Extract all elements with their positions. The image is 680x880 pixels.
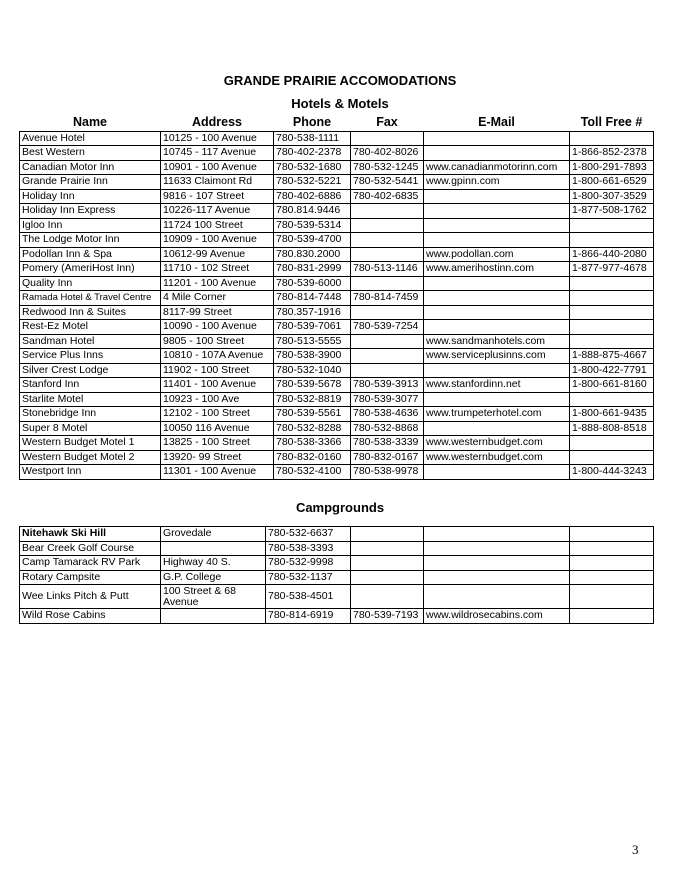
cell-fax: 780-532-8868: [351, 421, 424, 436]
cell-toll-free: 1-888-808-8518: [570, 421, 654, 436]
cell-name: Camp Tamarack RV Park: [20, 556, 161, 571]
cell-address: 10909 - 100 Avenue: [161, 233, 274, 248]
cell-address: 13920- 99 Street: [161, 450, 274, 465]
cell-toll-free: [570, 541, 654, 556]
cell-phone: 780-538-1111: [274, 131, 351, 146]
cell-email[interactable]: www.canadianmotorinn.com: [424, 160, 570, 175]
cell-phone: 780-539-4700: [274, 233, 351, 248]
header-row: [20, 116, 654, 131]
cell-fax: 780-513-1146: [351, 262, 424, 277]
cell-email: [424, 556, 570, 571]
table-row: [20, 247, 654, 262]
cell-email[interactable]: www.serviceplusinns.com: [424, 349, 570, 364]
cell-phone: 780-814-7448: [274, 291, 351, 306]
cell-phone: 780-538-4501: [266, 585, 351, 609]
cell-phone: 780-538-3393: [266, 541, 351, 556]
cell-address: 10125 - 100 Avenue: [161, 131, 274, 146]
cell-address: 10810 - 107A Avenue: [161, 349, 274, 364]
cell-phone: 780-539-5678: [274, 378, 351, 393]
table-row: [20, 570, 654, 585]
cell-name: Best Western: [20, 146, 161, 161]
cell-phone: 780.357-1916: [274, 305, 351, 320]
table-row: [20, 160, 654, 175]
hotels-table: [19, 116, 654, 480]
cell-phone: 780-538-3900: [274, 349, 351, 364]
cell-phone: 780-539-6000: [274, 276, 351, 291]
cell-address: 11710 - 102 Street: [161, 262, 274, 277]
cell-phone: 780.814.9446: [274, 204, 351, 219]
cell-toll-free: 1-800-291-7893: [570, 160, 654, 175]
cell-email: [424, 392, 570, 407]
cell-address: 13825 - 100 Street: [161, 436, 274, 451]
cell-fax: 780-402-8026: [351, 146, 424, 161]
col-header-fax: Fax: [376, 116, 398, 129]
cell-fax: [351, 349, 424, 364]
cell-name: Super 8 Motel: [20, 421, 161, 436]
cell-address: 100 Street & 68 Avenue: [161, 585, 266, 609]
cell-address: 10745 - 117 Avenue: [161, 146, 274, 161]
table-row: [20, 527, 654, 542]
cell-toll-free: [570, 131, 654, 146]
table-row: [20, 131, 654, 146]
table-row: [20, 609, 654, 624]
cell-phone: 780-532-1137: [266, 570, 351, 585]
cell-name: Avenue Hotel: [20, 131, 161, 146]
table-row: [20, 320, 654, 335]
cell-toll-free: [570, 291, 654, 306]
cell-phone: 780-532-1040: [274, 363, 351, 378]
table-row: [20, 585, 654, 609]
cell-email: [424, 320, 570, 335]
cell-toll-free: 1-800-422-7791: [570, 363, 654, 378]
cell-fax: [351, 276, 424, 291]
cell-phone: 780-532-8288: [274, 421, 351, 436]
cell-name: Rotary Campsite: [20, 570, 161, 585]
cell-address: 10923 - 100 Ave: [161, 392, 274, 407]
table-row: [20, 378, 654, 393]
table-row: [20, 189, 654, 204]
cell-address: Highway 40 S.: [161, 556, 266, 571]
cell-toll-free: [570, 320, 654, 335]
cell-email[interactable]: www.trumpeterhotel.com: [424, 407, 570, 422]
table-row: [20, 204, 654, 219]
cell-toll-free: 1-866-440-2080: [570, 247, 654, 262]
cell-email[interactable]: www.gpinn.com: [424, 175, 570, 190]
cell-phone: 780.830.2000: [274, 247, 351, 262]
cell-name: Bear Creek Golf Course: [20, 541, 161, 556]
cell-address: 11633 Claimont Rd: [161, 175, 274, 190]
cell-toll-free: 1-800-661-8160: [570, 378, 654, 393]
cell-fax: [351, 363, 424, 378]
page-number: 3: [632, 842, 639, 857]
cell-address: 11301 - 100 Avenue: [161, 465, 274, 480]
cell-fax: 780-539-3913: [351, 378, 424, 393]
cell-fax: [351, 541, 424, 556]
cell-email: [424, 204, 570, 219]
cell-fax: 780-538-4636: [351, 407, 424, 422]
table-row: [20, 305, 654, 320]
cell-fax: 780-538-3339: [351, 436, 424, 451]
cell-toll-free: [570, 276, 654, 291]
cell-fax: 780-539-7254: [351, 320, 424, 335]
cell-name: Service Plus Inns: [20, 349, 161, 364]
cell-fax: 780-402-6835: [351, 189, 424, 204]
cell-address: G.P. College: [161, 570, 266, 585]
cell-address: 11201 - 100 Avenue: [161, 276, 274, 291]
cell-name: Sandman Hotel: [20, 334, 161, 349]
cell-fax: 780-532-5441: [351, 175, 424, 190]
cell-fax: 780-539-3077: [351, 392, 424, 407]
cell-toll-free: [570, 527, 654, 542]
cell-toll-free: [570, 392, 654, 407]
table-row: [20, 421, 654, 436]
cell-fax: [351, 233, 424, 248]
col-header-phone: Phone: [292, 116, 332, 129]
cell-email: [424, 421, 570, 436]
cell-toll-free: 1-888-875-4667: [570, 349, 654, 364]
cell-phone: 780-532-4100: [274, 465, 351, 480]
cell-address: 10090 - 100 Avenue: [161, 320, 274, 335]
cell-fax: [351, 218, 424, 233]
cell-toll-free: 1-877-508-1762: [570, 204, 654, 219]
cell-name: Ramada Hotel & Travel Centre: [20, 291, 161, 306]
cell-email[interactable]: www.sandmanhotels.com: [424, 334, 570, 349]
cell-name: The Lodge Motor Inn: [20, 233, 161, 248]
cell-email: [424, 189, 570, 204]
cell-toll-free: [570, 450, 654, 465]
cell-name: Quality Inn: [20, 276, 161, 291]
cell-address: Grovedale: [161, 527, 266, 542]
table-row: [20, 146, 654, 161]
table-row: [20, 392, 654, 407]
col-header-email: E-Mail: [478, 116, 515, 129]
cell-name: Holiday Inn Express: [20, 204, 161, 219]
cell-fax: 780-538-9978: [351, 465, 424, 480]
table-row: [20, 175, 654, 190]
table-row: [20, 262, 654, 277]
table-row: [20, 363, 654, 378]
cell-toll-free: [570, 334, 654, 349]
cell-name: Pomery (AmeriHost Inn): [20, 262, 161, 277]
hotels-heading: Hotels & Motels: [291, 96, 389, 111]
cell-address: [161, 541, 266, 556]
cell-fax: [351, 131, 424, 146]
cell-email: [424, 218, 570, 233]
cell-fax: 780-832-0167: [351, 450, 424, 465]
cell-address: 4 Mile Corner: [161, 291, 274, 306]
cell-email: [424, 585, 570, 609]
cell-name: Starlite Motel: [20, 392, 161, 407]
cell-name: Western Budget Motel 2: [20, 450, 161, 465]
table-row: [20, 218, 654, 233]
cell-fax: [351, 556, 424, 571]
cell-toll-free: [570, 556, 654, 571]
cell-fax: [351, 334, 424, 349]
cell-name: Westport Inn: [20, 465, 161, 480]
cell-email[interactable]: www.amerihostinn.com: [424, 262, 570, 277]
cell-phone: 780-539-7061: [274, 320, 351, 335]
col-header-address: Address: [191, 116, 243, 129]
cell-fax: [351, 247, 424, 262]
cell-toll-free: [570, 609, 654, 624]
cell-email: [424, 146, 570, 161]
cell-name: Rest-Ez Motel: [20, 320, 161, 335]
cell-toll-free: 1-800-444-3243: [570, 465, 654, 480]
cell-email: [424, 131, 570, 146]
cell-name: Western Budget Motel 1: [20, 436, 161, 451]
cell-fax: [351, 204, 424, 219]
cell-fax: [351, 527, 424, 542]
cell-name: Stonebridge Inn: [20, 407, 161, 422]
cell-phone: 780-532-1680: [274, 160, 351, 175]
table-row: [20, 233, 654, 248]
cell-phone: 780-513-5555: [274, 334, 351, 349]
cell-name: Wee Links Pitch & Putt: [20, 585, 161, 609]
cell-name: Canadian Motor Inn: [20, 160, 161, 175]
cell-email: [424, 276, 570, 291]
table-row: [20, 556, 654, 571]
table-row: [20, 349, 654, 364]
cell-name: Redwood Inn & Suites: [20, 305, 161, 320]
cell-address: 10612-99 Avenue: [161, 247, 274, 262]
cell-name: Stanford Inn: [20, 378, 161, 393]
table-row: [20, 291, 654, 306]
cell-toll-free: 1-866-852-2378: [570, 146, 654, 161]
table-row: [20, 450, 654, 465]
cell-phone: 780-832-0160: [274, 450, 351, 465]
cell-toll-free: 1-800-307-3529: [570, 189, 654, 204]
cell-email[interactable]: www.westernbudget.com: [424, 436, 570, 451]
cell-address: 11902 - 100 Street: [161, 363, 274, 378]
cell-address: 10226-117 Avenue: [161, 204, 274, 219]
cell-toll-free: [570, 585, 654, 609]
cell-address: 11401 - 100 Avenue: [161, 378, 274, 393]
cell-phone: 780-539-5314: [274, 218, 351, 233]
table-row: [20, 436, 654, 451]
cell-name: Podollan Inn & Spa: [20, 247, 161, 262]
cell-phone: 780-538-3366: [274, 436, 351, 451]
cell-address: 10050 116 Avenue: [161, 421, 274, 436]
cell-fax: 780-814-7459: [351, 291, 424, 306]
cell-toll-free: [570, 233, 654, 248]
cell-fax: 780-539-7193: [351, 609, 424, 624]
cell-name: Silver Crest Lodge: [20, 363, 161, 378]
cell-phone: 780-532-9998: [266, 556, 351, 571]
cell-toll-free: [570, 436, 654, 451]
table-row: [20, 407, 654, 422]
campgrounds-table: [19, 526, 654, 624]
table-row: [20, 276, 654, 291]
cell-toll-free: 1-800-661-6529: [570, 175, 654, 190]
col-header-name: Name: [72, 116, 108, 129]
page-title: GRANDE PRAIRIE ACCOMODATIONS: [223, 73, 457, 88]
cell-phone: 780-532-5221: [274, 175, 351, 190]
cell-email: [424, 465, 570, 480]
cell-address: 10901 - 100 Avenue: [161, 160, 274, 175]
cell-toll-free: [570, 218, 654, 233]
cell-address: 9805 - 100 Street: [161, 334, 274, 349]
cell-email[interactable]: www.stanfordinn.net: [424, 378, 570, 393]
cell-address: [161, 609, 266, 624]
campgrounds-heading: Campgrounds: [295, 500, 385, 515]
cell-address: 9816 - 107 Street: [161, 189, 274, 204]
cell-address: 11724 100 Street: [161, 218, 274, 233]
cell-fax: [351, 570, 424, 585]
table-row: [20, 465, 654, 480]
cell-email: [424, 527, 570, 542]
cell-toll-free: [570, 305, 654, 320]
cell-fax: [351, 585, 424, 609]
cell-email: [424, 363, 570, 378]
table-row: [20, 541, 654, 556]
cell-email: [424, 305, 570, 320]
cell-address: 12102 - 100 Street: [161, 407, 274, 422]
cell-phone: 780-539-5561: [274, 407, 351, 422]
cell-toll-free: 1-877-977-4678: [570, 262, 654, 277]
cell-address: 8117-99 Street: [161, 305, 274, 320]
cell-toll-free: [570, 570, 654, 585]
cell-email[interactable]: www.westernbudget.com: [424, 450, 570, 465]
cell-email: [424, 541, 570, 556]
cell-phone: 780-532-6637: [266, 527, 351, 542]
cell-fax: 780-532-1245: [351, 160, 424, 175]
cell-name: Grande Prairie Inn: [20, 175, 161, 190]
cell-email[interactable]: www.podollan.com: [424, 247, 570, 262]
cell-phone: 780-814-6919: [266, 609, 351, 624]
cell-phone: 780-402-6886: [274, 189, 351, 204]
cell-name: Holiday Inn: [20, 189, 161, 204]
cell-name: Nitehawk Ski Hill: [20, 527, 161, 542]
cell-name: Igloo Inn: [20, 218, 161, 233]
table-row: [20, 334, 654, 349]
cell-email: [424, 291, 570, 306]
cell-phone: 780-831-2999: [274, 262, 351, 277]
cell-email: [424, 233, 570, 248]
cell-phone: 780-532-8819: [274, 392, 351, 407]
cell-phone: 780-402-2378: [274, 146, 351, 161]
cell-fax: [351, 305, 424, 320]
cell-email: [424, 570, 570, 585]
cell-toll-free: 1-800-661-9435: [570, 407, 654, 422]
cell-email[interactable]: www.wildrosecabins.com: [424, 609, 570, 624]
cell-name: Wild Rose Cabins: [20, 609, 161, 624]
col-header-tollfree: Toll Free #: [580, 116, 643, 129]
